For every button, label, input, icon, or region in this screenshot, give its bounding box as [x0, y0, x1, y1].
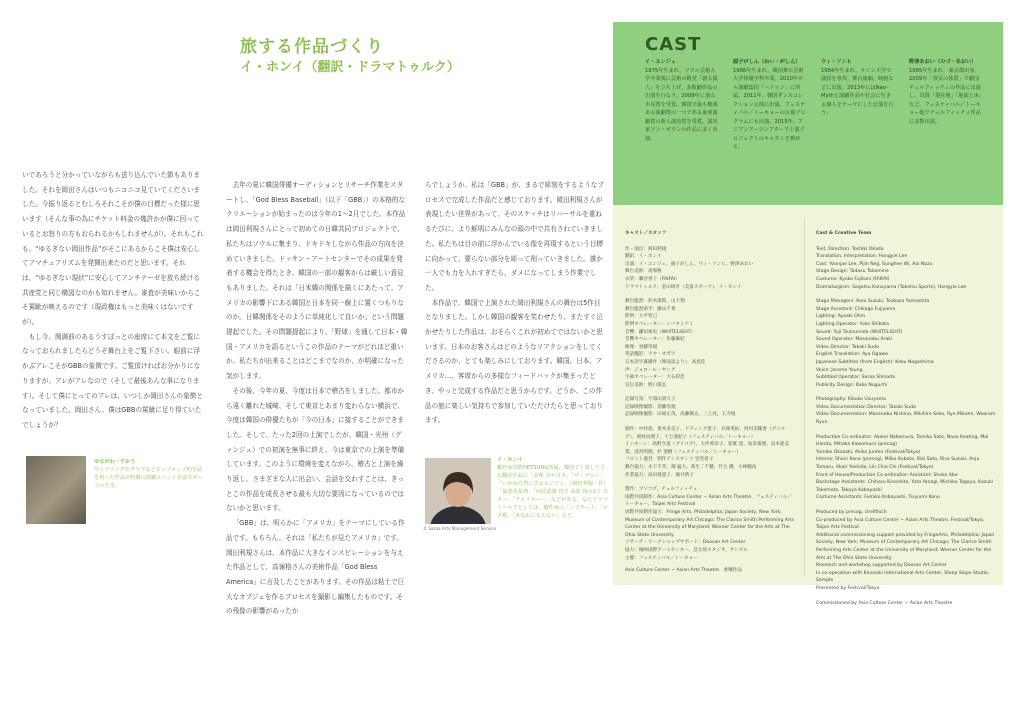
credits-jp-block	[625, 486, 795, 575]
credit-line: 翻訳：イ・ホンイ	[625, 254, 662, 260]
credit-line: Produced by precog, chelfitsch	[816, 510, 887, 515]
credit-line: 宣伝美術：野口篤弘	[625, 382, 667, 388]
credit-line: Cast: Yoonjae Lee, Pijin Nejj, Sunghee Wi, Aoi Nozu	[816, 261, 933, 267]
credit-line: 舞台美術：高嶺格	[625, 269, 662, 275]
profile-right-name: イ・ホンイ	[497, 457, 523, 463]
credits-jp-heading: キャスト／スタッフ	[625, 231, 667, 236]
cast-member-name: 野津あおい（のづ・あおい）	[909, 59, 977, 65]
middle-column	[226, 178, 408, 619]
credit-line: Co-produced by Asia Culture Center − Asian Arts Theatre, Festival/Tokyo, Taipei Arts Festival	[816, 517, 985, 531]
cast-member	[909, 58, 983, 126]
credit-line: フロント運営：制作アシスタンツ 室堂希子	[625, 457, 714, 463]
credits-en-block	[816, 246, 996, 292]
credit-line: 音響オペレーター：佐藤麻紀	[625, 337, 685, 343]
article-subtitle: イ・ホンイ（翻訳・ドラマトゥルク）	[240, 60, 460, 75]
credit-line: Video Documentation: Masanobu Nishina, Mikihiro Seko, Ryo Mikami, Wooram Ryun	[816, 412, 996, 426]
credit-line: Stage Assistant: Chikage Fujiyama	[816, 306, 896, 312]
cast-member	[733, 58, 807, 152]
cast-member-bio: 1984年生まれ。テジン大学で演技を専攻。舞台演劇、映画などに出演。2013年にはNeo-Mythと演劇作品や社会に生きる個人をテーマにした公演を行う。	[821, 67, 894, 116]
credit-line: 照明オペレーター：シバタミナミ	[625, 321, 694, 327]
credits-en-block	[816, 396, 996, 426]
credits-en-heading: Cast & Creative Team	[816, 231, 872, 236]
profile-right	[497, 456, 609, 520]
credit-line: Presented by Festival/Tokyo	[816, 585, 880, 591]
credit-line: Stage Managers: Koro Suzuki, Tsubasa Yamashita	[816, 299, 930, 305]
left-column	[22, 168, 204, 433]
credit-line: 映像：須藤崇規	[625, 344, 658, 350]
credit-line: 記録映像撮影：須藤崇規	[625, 404, 676, 410]
credit-line: 国際共同制作：Asia Culture Center − Asian Arts Theatre、フェスティバル／トーキョー、Taipei Arts Festival	[625, 494, 792, 508]
credits-divider	[804, 218, 805, 576]
credit-line: 記録写真：宇壽山貴久子	[625, 397, 676, 403]
credit-line: 作・演出：岡田利規	[625, 246, 667, 252]
credit-line: 出演：イ・ユンジェ、頭子がしん、ウィ・ソンヒ、野津あおい	[625, 261, 754, 267]
credits-en-block	[816, 298, 996, 389]
credits-en-block	[816, 434, 996, 502]
credit-line: 制作：中村茜、黄木多美子、ドティング恵子、兵庫英佑、河村美稀香（プリコグ）、岡村由理子、十万亜紀子（フェスティバル／トーキョー）	[625, 427, 786, 440]
article-title: 旅する作品づくり	[240, 37, 384, 57]
credit-line: 主催：フェスティバル／トーキョー	[625, 555, 698, 561]
credit-line: Commissioned by Asia Culture Center − Asian Arts Theatre	[816, 600, 953, 606]
credit-line: 日本語字幕操作（韓国語より）：高島佳	[625, 359, 706, 365]
photo-credit: © Saraa Arts Management Service	[423, 526, 497, 531]
credit-line: Photography: Kikuko Usuyama	[816, 397, 886, 403]
credit-line: 作業協力：高田義恵子、堀井典子	[625, 472, 694, 478]
cast-member	[821, 58, 895, 118]
mid-paragraph-2: その後、今年の夏、今度は日本で稽古をしました。都市から遠く離れた城崎、そして東京とあまり変わらない横浜で、今度は韓国の俳優たちが「今の日本」に接することができました。そして、たった2回の上演でしたが、韓国・光州（グァンジュ）での初演を無事に終え、今は東京での上演を準備しています。このように環境を変えながら、稽古と上演を繰り返し、さまざまな人に出会い、会話を交わすことは、きっとこの作品を成長させる最も大切な要因になっているのではないかと思います。	[226, 386, 405, 513]
credit-line: Dramaturgism: Sagatsu Kanayama (Tobelsu Sports), Hongyie Lee	[816, 284, 967, 290]
cast-heading: CAST	[645, 34, 702, 55]
credit-line: Sound Operator: Masanobu Araki	[816, 337, 893, 343]
profile-left-name: ゆながわ・すかう	[94, 459, 136, 465]
credit-line: Costume Assistants: Fumiko Kobayashi, Tsuyumi Kono	[816, 495, 940, 501]
cast-member-bio: 1986年生まれ。韓国舞台芸術大学俳優学科卒業。2010年から演劇集団「ヘドゥン」に所属。2011年、韓国ダンスコレクション公演に出演。フェスティバル／トーキョーの公募プログラムにも出演。2015年、アジアンアーツシアターで上演プロジェクトのキャストを務める。	[733, 67, 806, 150]
credit-line: インターン：高野さ恵（プリコグ）、大坪香奈子、松實 達、加奈蓮理、鳥木亜美梨、清宮明理、杉 亜樹（フェスティバル／トーキョー）	[625, 442, 790, 455]
credit-line: In co-operation with Kinosaki International Arts Center, Steep Slope Studio, Sample	[816, 570, 990, 584]
credit-line: 記録映像撮影：田岡正哉、高藤敬太、三上亮、玉寺琉	[625, 412, 736, 418]
credit-line: 衣装：藤谷香子（FAIFAI）	[625, 276, 680, 282]
credit-line: 英語翻訳：アヤ・オガワ	[625, 352, 676, 358]
credits-jp	[625, 230, 795, 575]
credit-line: Additional commissioning support provided by FringeArts, Philadelphia; Japan Society, New York; Museum of Contemporary Art Chicago; The Clarice Smith Performing Arts Center at the University of Maryland; Wexner Center for the Arts at The Ohio State University	[816, 532, 995, 561]
credit-line: 協力：城崎国際アートセンター、急な坂スタジオ、サンプル	[625, 547, 748, 553]
author-photo-left	[26, 456, 86, 524]
credit-line: Video Documentation Director: Takaki Sudo	[816, 404, 916, 410]
credit-line: 照明：大平智己	[625, 314, 658, 320]
credit-line: Stage Design: Tadasu Takamine	[816, 269, 889, 275]
credit-line: Yumiko Okazaki, Akiko Junten (Festival/Tokyo)	[816, 449, 921, 455]
credit-line: 音響：鎌田裕史（WHITELIGHT）	[625, 329, 696, 335]
credit-line: 国際共同制作協力：Fringe Arts, Philadelphia; Japan Society, New York; Museum of Contemporary Art Chicago; The Clarice Smith Performing Arts Center at the University of Maryland; Wexner Center for the Arts at The Ohio State University	[625, 510, 795, 538]
right-paragraph-1: らでしょうか、私は「GBB」が、まるで彫刻をするようなプロセスで完成した作品だと感じております。岡田利規さんが表現したい世界があって、そのスケッチはリハーサルを重ねるたびに、より鮮明にみんなの頭の中で共有されていきました。私たちは目の前に浮かんでいる像を再現するという目標に向かって、要らない部分を彫って削っていきました。誰か一人でも力を入れすぎたら、ダメになってしまう作業でした。	[425, 181, 604, 292]
credit-line: Lighting: Ayaaki Ohm	[816, 314, 866, 320]
credit-line: 舞台監督助手：藤山千景	[625, 306, 676, 312]
credit-line: Asia Culture Center − Asian Arts Theatre 委嘱作品	[625, 568, 742, 574]
credit-line: Interns: Shiori Kono (precog), Miiko Kubota, Riki Sato, Risa Suzuki, Anju Tomaru, Akari Yoshida, Lin Chia Chi (Festival/Tokyo)	[816, 457, 980, 471]
credit-line: Sound: Yuji Tsutsumida (WHITELIGHT)	[816, 329, 903, 335]
credit-line: Japanese Subtitles (from English): Kaku Nagashima	[816, 359, 934, 365]
credit-line: Costume: Kyoko Fujitani (FAIFAI)	[816, 276, 890, 282]
credit-line: Translation, Interpretation: Hongyie Lee	[816, 254, 908, 260]
credit-line: English Translation: Aya Ogawa	[816, 352, 888, 358]
credit-line: Subtitled Operator: Saraa Shinada	[816, 375, 895, 381]
credit-line: Video Director: Takaki Sudo	[816, 344, 879, 350]
credit-line: Front of House/Production Co-ordination Assistant: Shoko Abe	[816, 472, 958, 478]
author-photo-right	[425, 458, 491, 524]
profile-left	[94, 458, 204, 490]
profile-right-text: 劇作家国際HETSUNG所属。韓国で上演した主な翻訳作品に「金珠 岩や日本」「ザ・ゲロー」「いかれ自然に学ぶエジソン」（岡田利規・作）「最悪英某典」「河原武雄 宮吉 高原 時の2千 スター」「アメリカーハ」などがある。なたドラマトゥルクとしては、劇作家の「シアター上」「ルタ歌」「あなれにならない」など。	[497, 465, 609, 519]
credit-line: Voice: Jerome Young	[816, 367, 863, 373]
credit-line: Production Co-ordinator: Akane Nakamura, Tamiko Sato, Naoa Keating, Mai Handa, Mihaka Kawamura (precog)	[816, 434, 989, 448]
cast-member-name: 頭子がしん（ねい・がしん）	[733, 59, 801, 65]
credit-line: 字幕オペレーター：大石彩佳	[625, 375, 685, 381]
credits-en-block	[816, 600, 996, 608]
credit-line: Publicity Design: Rako Noguchi	[816, 382, 888, 388]
right-column	[425, 178, 607, 428]
mid-paragraph-1: 去年の夏に韓国俳優オーディションとリサーチ作業をスタートし、「God Bless Baseball」（以下「GBB」）の本格的なクリエーションが始まったのは今年の1〜2月でした。本作品は岡田利規さんにとって初めての日韓共同プロジェクトで、私たちはソウルに集まり、ドキドキしながら作品の方向を決めていきました。ドッサン・アートセンターでその成果を発表する機会を得たとき、韓国の一部の観客からは厳しい意見もありました。それは「日米韓の関係を描くにあたって、アメリカの影響下にある韓国と日本を同一線上に置くつもりなのか。日韓関係をそのように単純化して良いか」という問題提起でした。その問題提起により、「野球」を通して日本・韓国・アメリカを語るというこの作品のテーマがどれほど重いか、私たちが出来ることはどこまでなのか、が明確になった気がします。	[226, 181, 408, 381]
credit-line: Lighting Operator: Yuko Shibata	[816, 321, 889, 327]
credits-en-block	[816, 509, 996, 593]
cast-member	[645, 58, 719, 143]
left-paragraph-2: もし今、関満前のあるうすぼっとの座席にて本文をご覧になっておられましたらどうぞ舞台上をご覧下さい。眼前に浮かぶアレこそがGBBの象徴です。ご覧頂ければお分かりになりますが、アレがアレなので（そして最後あんな事になります）。そして僕にとってのアレは、いつしか岡田さんの象徴となっていました。岡田さん、僕はGBBの罵眦に足り得ていたでしょうか？	[22, 332, 203, 429]
mid-paragraph-3: 「GBB」は、明らかに「アメリカ」をテーマにしている作品です。もちろん、それは「私たちが見たアメリカ」です。岡田利規さんは、本作品に大きなインスピレーションを与えた作品として、高嶺格さんの美術作品「God Bless America」に言及したことがあります。その作品は粘土で巨大なオブジェを作るプロセスを撮影し編集したものです。その残像の影響があったか	[226, 519, 405, 616]
cast-member-bio: 1975年生まれ。ソウル芸術大学卒業後に芸術の殿堂「創る演人」を立ち上げ、多数劇作品の出演を行なう。2008年に釜山市長賞を受賞。韓国で最も権威ある演劇賞の一つである東亜演劇賞の新人演技賞を受賞。演出家ソン・ギウンの作品に多く出演。	[645, 67, 718, 142]
credits-jp-block	[625, 426, 795, 479]
credits-en	[816, 230, 996, 607]
credit-line: Text, Direction: Toshiki Okada	[816, 246, 884, 252]
credits-jp-block	[625, 298, 795, 389]
credits-jp-block	[625, 246, 795, 292]
right-paragraph-2: 本作品で、韓国で上演された岡田利規さんの舞台は5作目となりました。しかし韓国の観客を笑わせたり、またすぐ泣かせたりした作品は、おそらくこれが初めてではないかと思います。日本のお客さんはどのようなリアクションをしてくださるのか、とても楽しみにしております。韓国、日本、アメリカ…、客席からの多様なフィードバックが集まったとき、やっと完成する作品だと思うからです。どうか、この作品の旅に楽しい気持ちで参加していただけたらと思っております。	[425, 298, 604, 425]
credit-line: 声：ジョロール・ヤング	[625, 367, 676, 373]
cast-member-name: イ・ユンジェ	[645, 59, 676, 65]
left-paragraph-1: いであろうと分かっていながらも送り込んでいた節もありました。それを岡田さんはいつもニコニコ見ていてくださいました。今振り返るとむしろそれこそが僕の目標だった様に思います（そんな事の為にチケット料金の幾許かが僕に回っているとお怒りの方もおられるかもしれませんが）。それもこれも、“ゆるぎない岡田作品”がそこにあるからこそ僕は安心してアマチュアリズムを発揮出来たのだと思います。それは、“ゆるぎない現状”に安心してアンチテーゼを放ち続ける共産党と同じ構図なのかも知れません。審査が美味いからこそ罵眦が映えるのです（現政権はもっと美味くはないですが）。	[22, 171, 204, 327]
credit-line: Backstage Assistants: Chiharu Kinoshita, Yuta Yanagi, Michiko Tagaya, Kazuki Takemoto, Takuya Kobayashi	[816, 480, 994, 493]
credits-jp-block	[625, 396, 795, 419]
credit-line: Research and workshop supported by Doosan Art Center	[816, 563, 947, 569]
profile-left-text: サンプリングモグラフなどピップホップ的手法を用いた作品が特徴の演劇ユニット美富スポーツの主宰。	[94, 467, 203, 489]
credit-line: リサーチ・ワークショップサポート：Doosan Art Center	[625, 540, 746, 546]
cast-member-name: ウィ・ソンヒ	[821, 59, 852, 65]
credit-line: ドラマトゥルク：金山研亭（美富スポーツ）、イ・ホンイ	[625, 284, 742, 290]
credit-line: 製作：プリコグ、チェルフィッチュ	[625, 487, 698, 493]
credit-line: 舞台協力：木下千草、畑 猛大、萌生二千穂、竹元 優、小林幌佑	[625, 465, 757, 471]
credit-line: 舞台監督：鈴木康郎、山下翔	[625, 299, 685, 305]
cast-member-bio: 1985年生まれ。東京都出身。2009年「蒸気の体質」で劇団チェルフィッチュの作品に出演し、以降「現在地」「地面と床」など。フェスティバル／トーキョー他でチェルフィッチュ作品に多数出演。	[909, 67, 982, 125]
